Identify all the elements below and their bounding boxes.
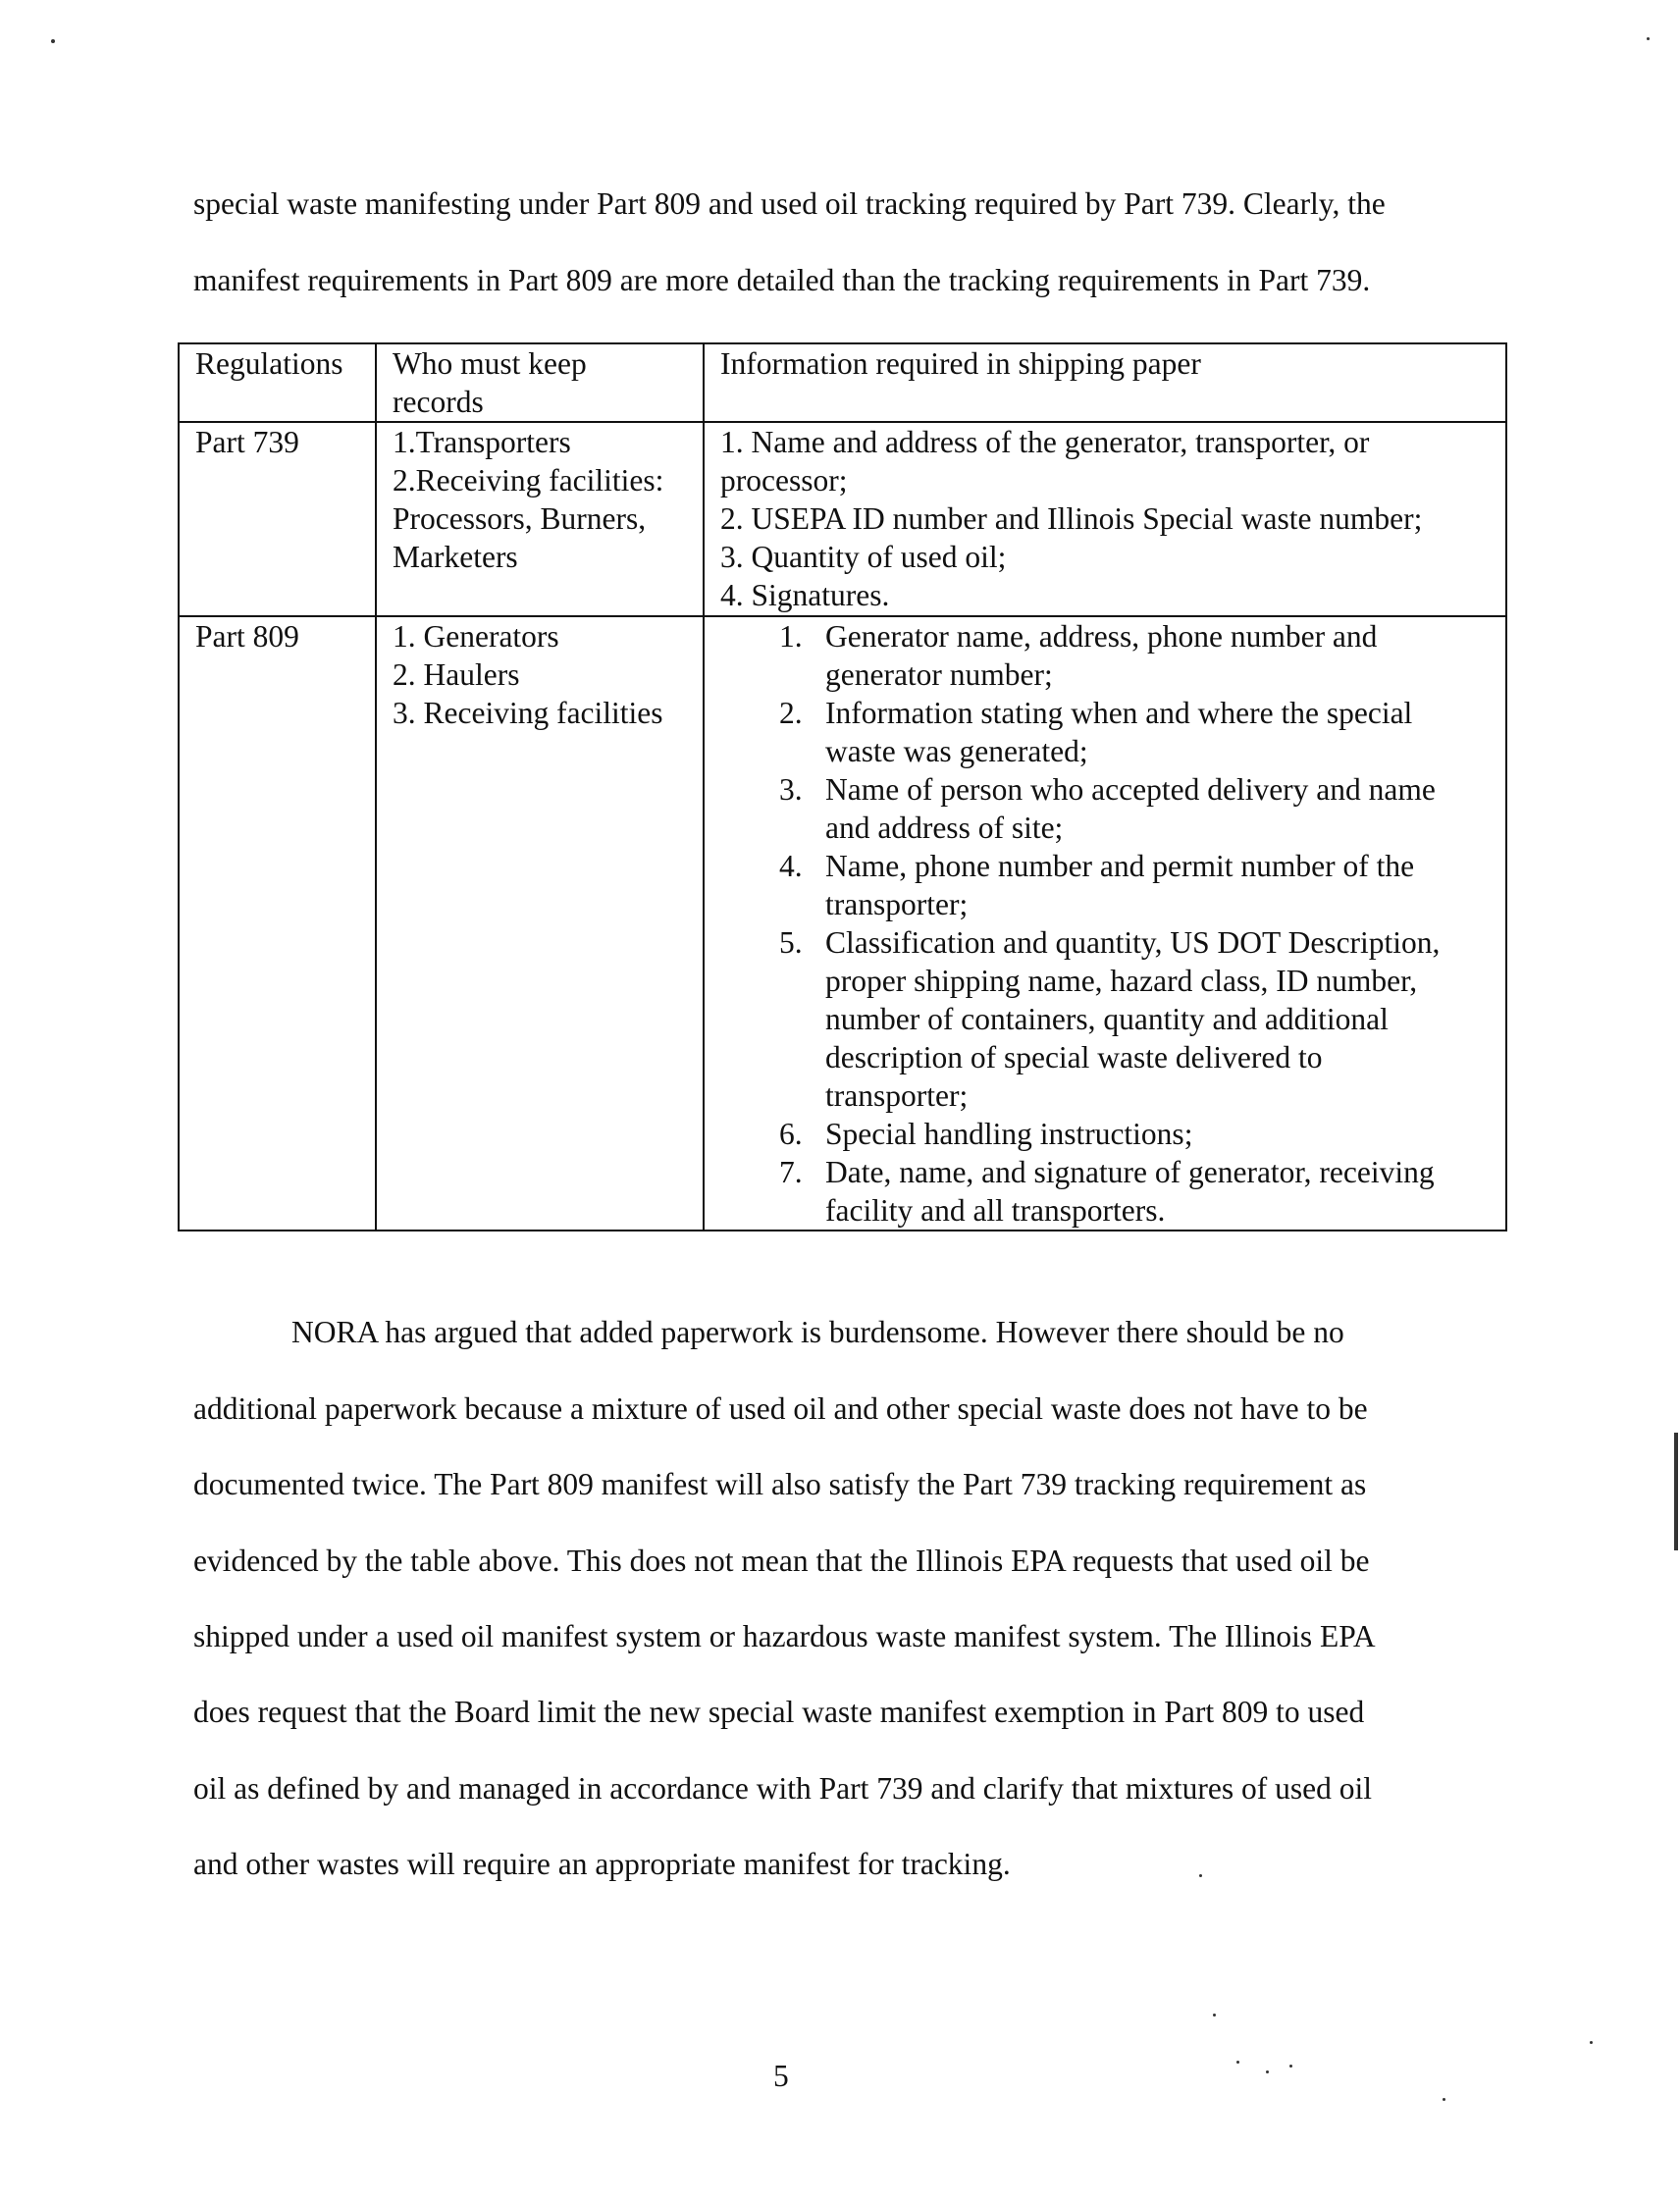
intro-line-2: manifest requirements in Part 809 are more detailed than the tracking requirements in Part 739. [193, 263, 1371, 297]
list-item-line: proper shipping name, hazard class, ID number, [825, 964, 1418, 998]
who-line: 1. Generators [393, 619, 559, 654]
body-line-8: and other wastes will require an appropriate manifest for tracking. [193, 1847, 1011, 1881]
header-info [704, 343, 1506, 422]
scan-speck [1266, 2070, 1269, 2073]
scan-speck [1647, 37, 1650, 40]
header-who [376, 343, 704, 422]
list-item [720, 1153, 1496, 1230]
list-item-number: 3. [779, 772, 803, 807]
requirements-list [720, 617, 1496, 1230]
scan-speck [1443, 2098, 1445, 2101]
list-item [720, 694, 1496, 770]
header-who-line: Who must keep [393, 346, 587, 381]
list-item-line: Classification and quantity, US DOT Description, [825, 925, 1441, 960]
list-item-line: transporter; [825, 1078, 969, 1113]
list-item-number: 6. [779, 1117, 803, 1151]
body-line-2: additional paperwork because a mixture of used oil and other special waste does not have to be [193, 1391, 1368, 1426]
regulation-label: Part 809 [195, 619, 299, 654]
who-line: 1.Transporters [393, 425, 571, 459]
list-item-line: number of containers, quantity and additional [825, 1002, 1389, 1036]
scan-edge-mark [1674, 1433, 1678, 1550]
body-line-4: evidenced by the table above. This does not mean that the Illinois EPA requests that used oil be [193, 1544, 1370, 1578]
body-line-7: oil as defined by and managed in accordance with Part 739 and clarify that mixtures of used oil [193, 1771, 1372, 1806]
list-item-number: 1. [779, 619, 803, 654]
cell-who [376, 616, 704, 1231]
list-item-line: Generator name, address, phone number and [825, 619, 1378, 654]
list-item [720, 1115, 1496, 1153]
table-row [179, 616, 1506, 1231]
regulations-table-wrapper [178, 342, 1507, 1231]
list-item-line: transporter; [825, 887, 969, 921]
info-line: 4. Signatures. [720, 578, 890, 612]
cell-regulation [179, 422, 376, 616]
table-row [179, 422, 1506, 616]
who-line: Processors, Burners, [393, 501, 647, 536]
list-item-number: 7. [779, 1155, 803, 1189]
body-line-6: does request that the Board limit the new special waste manifest exemption in Part 809 to used [193, 1695, 1365, 1729]
list-item-line: description of special waste delivered to [825, 1040, 1323, 1074]
who-line: 2. Haulers [393, 657, 520, 692]
list-item-number: 2. [779, 696, 803, 730]
list-item-line: waste was generated; [825, 734, 1088, 768]
page-number: 5 [773, 2059, 789, 2093]
list-item-line: Date, name, and signature of generator, receiving [825, 1155, 1435, 1189]
list-item-line: Name of person who accepted delivery and name [825, 772, 1436, 807]
header-who-line: records [393, 385, 484, 419]
list-item-line: facility and all transporters. [825, 1193, 1166, 1228]
list-item [720, 923, 1496, 1115]
body-line-5: shipped under a used oil manifest system or hazardous waste manifest system. The Illinois EPA [193, 1619, 1376, 1653]
who-line: 2.Receiving facilities: [393, 463, 664, 498]
regulations-table [178, 342, 1507, 1231]
list-item [720, 770, 1496, 847]
list-item-line: Name, phone number and permit number of the [825, 849, 1415, 883]
scan-speck [51, 39, 55, 43]
list-item-line: generator number; [825, 657, 1053, 692]
who-line: Marketers [393, 540, 518, 574]
scan-speck [1590, 2041, 1593, 2044]
scan-speck [1199, 1874, 1202, 1877]
info-line: 1. Name and address of the generator, transporter, or [720, 425, 1370, 459]
header-info-text: Information required in shipping paper [720, 346, 1201, 381]
header-regulations [179, 343, 376, 422]
cell-info [704, 422, 1506, 616]
cell-regulation [179, 616, 376, 1231]
list-item-line: Special handling instructions; [825, 1117, 1193, 1151]
scan-speck [1213, 2014, 1216, 2017]
list-item [720, 847, 1496, 923]
info-line: processor; [720, 463, 848, 498]
scan-speck [1289, 2065, 1292, 2068]
list-item-line: Information stating when and where the special [825, 696, 1413, 730]
who-line: 3. Receiving facilities [393, 696, 663, 730]
info-line: 2. USEPA ID number and Illinois Special waste number; [720, 501, 1423, 536]
list-item-number: 4. [779, 849, 803, 883]
intro-line-1: special waste manifesting under Part 809 and used oil tracking required by Part 739. Clearly, the [193, 186, 1386, 221]
regulation-label: Part 739 [195, 425, 299, 459]
body-line-3: documented twice. The Part 809 manifest will also satisfy the Part 739 tracking requirement as [193, 1467, 1367, 1501]
cell-info [704, 616, 1506, 1231]
cell-who [376, 422, 704, 616]
body-line-1: NORA has argued that added paperwork is burdensome. However there should be no [291, 1315, 1344, 1349]
table-header-row [179, 343, 1506, 422]
scan-speck [1236, 2061, 1239, 2064]
list-item [720, 617, 1496, 694]
header-regulations-text: Regulations [195, 346, 343, 381]
list-item-number: 5. [779, 925, 803, 960]
info-line: 3. Quantity of used oil; [720, 540, 1007, 574]
list-item-line: and address of site; [825, 811, 1064, 845]
